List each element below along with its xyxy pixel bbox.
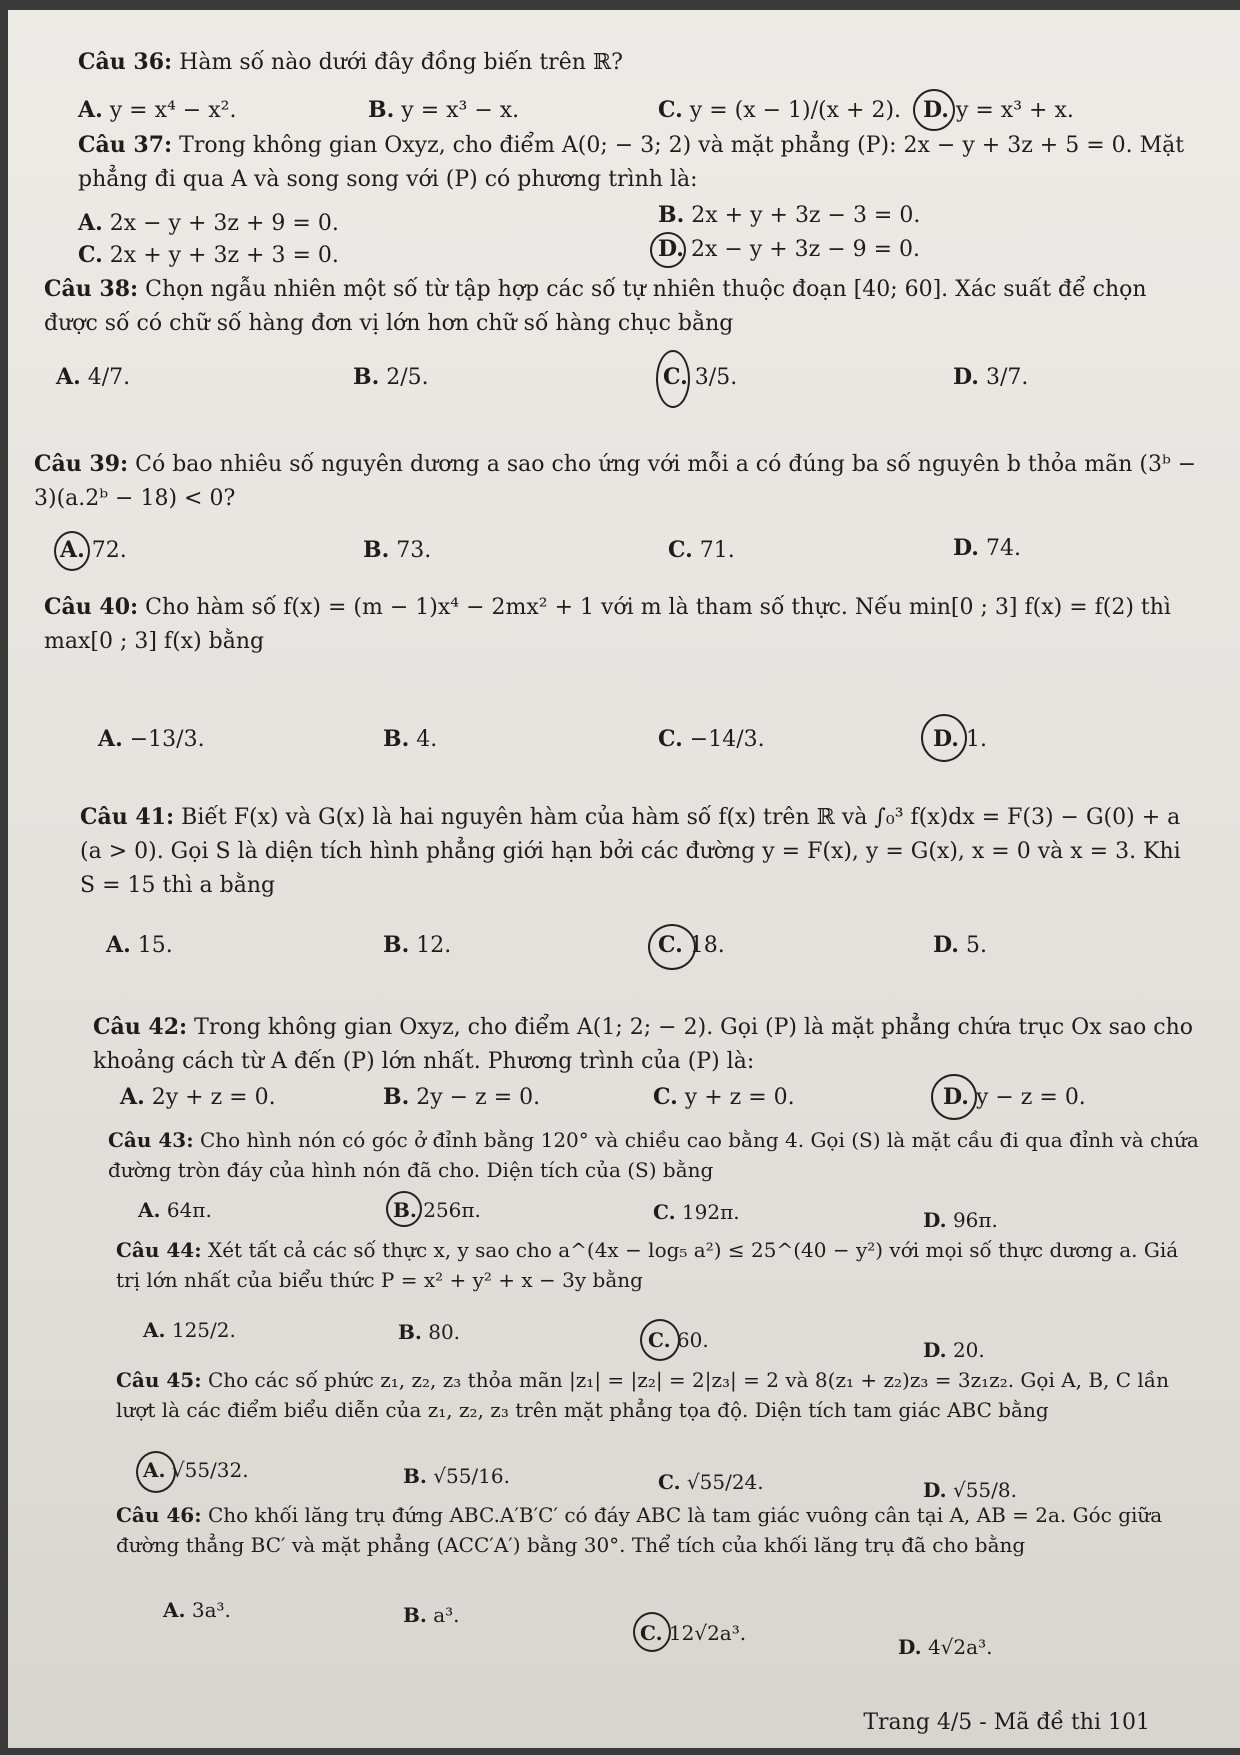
question-label: Câu 42: xyxy=(93,1014,188,1040)
answer-circle-mark xyxy=(931,1074,977,1120)
question-text: Cho khối lăng trụ đứng ABC.A′B′C′ có đáy ABC là tam giác vuông cân tại A, AB = 2a. Góc giữa đường thẳng BC′ và mặt phẳng (ACC′A′) bằng 30°. Thể tích của khối lăng trụ đã cho bằng xyxy=(116,1503,1163,1557)
option-b[interactable]: B. 80. xyxy=(398,1320,461,1344)
question-text: Trong không gian Oxyz, cho điểm A(1; 2; − 2). Gọi (P) là mặt phẳng chứa trục Ox sao cho khoảng cách từ A đến (P) lớn nhất. Phương trình của (P) là: xyxy=(93,1015,1193,1074)
question-label: Câu 41: xyxy=(80,804,175,830)
option-d[interactable]: D. y = x³ + x. xyxy=(923,97,1074,123)
option-c[interactable]: C. √55/24. xyxy=(658,1470,764,1494)
option-d[interactable]: D. 5. xyxy=(933,932,987,958)
question-text: Hàm số nào dưới đây đồng biến trên ℝ? xyxy=(179,50,623,75)
option-c[interactable]: C. 192π. xyxy=(653,1200,740,1224)
exam-page xyxy=(8,10,1240,1748)
question-label: Câu 39: xyxy=(34,451,129,477)
option-b[interactable]: B. 256π. xyxy=(393,1198,481,1222)
option-a[interactable]: A. 2y + z = 0. xyxy=(120,1084,276,1110)
option-d[interactable]: D. 74. xyxy=(953,535,1021,561)
option-a[interactable]: A. −13/3. xyxy=(98,726,205,752)
question-text: Xét tất cả các số thực x, y sao cho a^(4x − log₅ a²) ≤ 25^(40 − y²) với mọi số thực dương a. Giá trị lớn nhất của biểu thức P = x² + y² + x − 3y bằng xyxy=(116,1238,1179,1292)
option-a[interactable]: A. √55/32. xyxy=(143,1458,249,1482)
option-c[interactable]: C. 2x + y + 3z + 3 = 0. xyxy=(78,242,339,268)
answer-circle-mark xyxy=(633,1612,671,1652)
answer-circle-mark xyxy=(921,714,967,762)
answer-circle-mark xyxy=(656,350,690,408)
option-d[interactable]: D. 20. xyxy=(923,1338,985,1362)
option-a[interactable]: A. y = x⁴ − x². xyxy=(78,97,237,123)
option-c[interactable]: C. y + z = 0. xyxy=(653,1084,795,1110)
question-label: Câu 44: xyxy=(116,1238,202,1262)
option-a[interactable]: A. 2x − y + 3z + 9 = 0. xyxy=(78,210,339,236)
option-d[interactable]: D. 4√2a³. xyxy=(898,1635,993,1659)
question-label: Câu 36: xyxy=(78,49,173,75)
page-footer: Trang 4/5 - Mã đề thi 101 xyxy=(863,1710,1150,1735)
option-a[interactable]: A. 15. xyxy=(106,932,173,958)
option-c[interactable]: C. 3/5. xyxy=(663,364,738,390)
answer-circle-mark xyxy=(386,1191,422,1227)
option-c[interactable]: C. −14/3. xyxy=(658,726,765,752)
answer-circle-mark xyxy=(640,1319,680,1361)
option-c[interactable]: C. 60. xyxy=(648,1328,709,1352)
question-label: Câu 37: xyxy=(78,132,173,158)
option-b[interactable]: B. 12. xyxy=(383,932,452,958)
question-label: Câu 38: xyxy=(44,276,139,302)
option-b[interactable]: B. 2/5. xyxy=(353,364,429,390)
option-a[interactable]: A. 125/2. xyxy=(143,1318,236,1342)
answer-circle-mark xyxy=(54,531,90,571)
option-a[interactable]: A. 72. xyxy=(60,537,127,563)
question-text: Cho các số phức z₁, z₂, z₃ thỏa mãn |z₁| = |z₂| = 2|z₃| = 2 và 8(z₁ + z₂)z₃ = 3z₁z₂. Gọi A, B, C lần lượt là các điểm biểu diễn của z₁, z₂, z₃ trên mặt phẳng tọa độ. Diện tích tam giác ABC bằng xyxy=(116,1368,1169,1422)
option-b[interactable]: B. 2x + y + 3z − 3 = 0. xyxy=(658,202,921,228)
option-d[interactable]: D. y − z = 0. xyxy=(943,1084,1086,1110)
option-d[interactable]: D. √55/8. xyxy=(923,1478,1017,1502)
option-d[interactable]: D. 96π. xyxy=(923,1208,998,1232)
option-a[interactable]: A. 64π. xyxy=(138,1198,212,1222)
option-c[interactable]: C. y = (x − 1)/(x + 2). xyxy=(658,97,902,123)
question-label: Câu 46: xyxy=(116,1503,202,1527)
option-d[interactable]: D. 1. xyxy=(933,726,987,752)
option-c[interactable]: C. 71. xyxy=(668,537,735,563)
option-b[interactable]: B. 2y − z = 0. xyxy=(383,1084,541,1110)
question-text: Chọn ngẫu nhiên một số từ tập hợp các số tự nhiên thuộc đoạn [40; 60]. Xác suất để chọn được số có chữ số hàng đơn vị lớn hơn chữ số hàng chục bằng xyxy=(44,277,1147,336)
option-b[interactable]: B. √55/16. xyxy=(403,1464,510,1488)
question-text: Cho hàm số f(x) = (m − 1)x⁴ − 2mx² + 1 với m là tham số thực. Nếu min[0 ; 3] f(x) = f(2) thì max[0 ; 3] f(x) bằng xyxy=(44,595,1171,654)
answer-circle-mark xyxy=(650,232,686,268)
answer-circle-mark xyxy=(136,1451,176,1493)
answer-circle-mark xyxy=(648,924,696,970)
question-label: Câu 40: xyxy=(44,594,139,620)
question-label: Câu 43: xyxy=(108,1128,194,1152)
option-c[interactable]: C. 18. xyxy=(658,932,725,958)
option-d[interactable]: D. 3/7. xyxy=(953,364,1029,390)
option-a[interactable]: A. 4/7. xyxy=(56,364,131,390)
question-text: Có bao nhiêu số nguyên dương a sao cho ứng với mỗi a có đúng ba số nguyên b thỏa mãn (3ᵇ − 3)(a.2ᵇ − 18) < 0? xyxy=(34,452,1197,511)
option-b[interactable]: B. y = x³ − x. xyxy=(368,97,520,123)
option-d[interactable]: D. 2x − y + 3z − 9 = 0. xyxy=(658,236,921,262)
question-text: Cho hình nón có góc ở đỉnh bằng 120° và chiều cao bằng 4. Gọi (S) là mặt cầu đi qua đỉnh và chứa đường tròn đáy của hình nón đã cho. Diện tích của (S) bằng xyxy=(108,1128,1199,1182)
question-text: Trong không gian Oxyz, cho điểm A(0; − 3; 2) và mặt phẳng (P): 2x − y + 3z + 5 = 0. Mặt phẳng đi qua A và song song với (P) có phương trình là: xyxy=(78,133,1185,192)
option-b[interactable]: B. 4. xyxy=(383,726,438,752)
option-b[interactable]: B. a³. xyxy=(403,1603,460,1627)
question-label: Câu 45: xyxy=(116,1368,202,1392)
option-c[interactable]: C. 12√2a³. xyxy=(640,1621,747,1645)
option-b[interactable]: B. 73. xyxy=(363,537,432,563)
question-text: Biết F(x) và G(x) là hai nguyên hàm của hàm số f(x) trên ℝ và ∫₀³ f(x)dx = F(3) − G(0) + a (a > 0). Gọi S là diện tích hình phẳng giới hạn bởi các đường y = F(x), y = G(x), x = 0 và x = 3. Khi S = 15 thì a bằng xyxy=(80,805,1181,898)
answer-circle-mark xyxy=(913,89,955,131)
option-a[interactable]: A. 3a³. xyxy=(163,1598,231,1622)
